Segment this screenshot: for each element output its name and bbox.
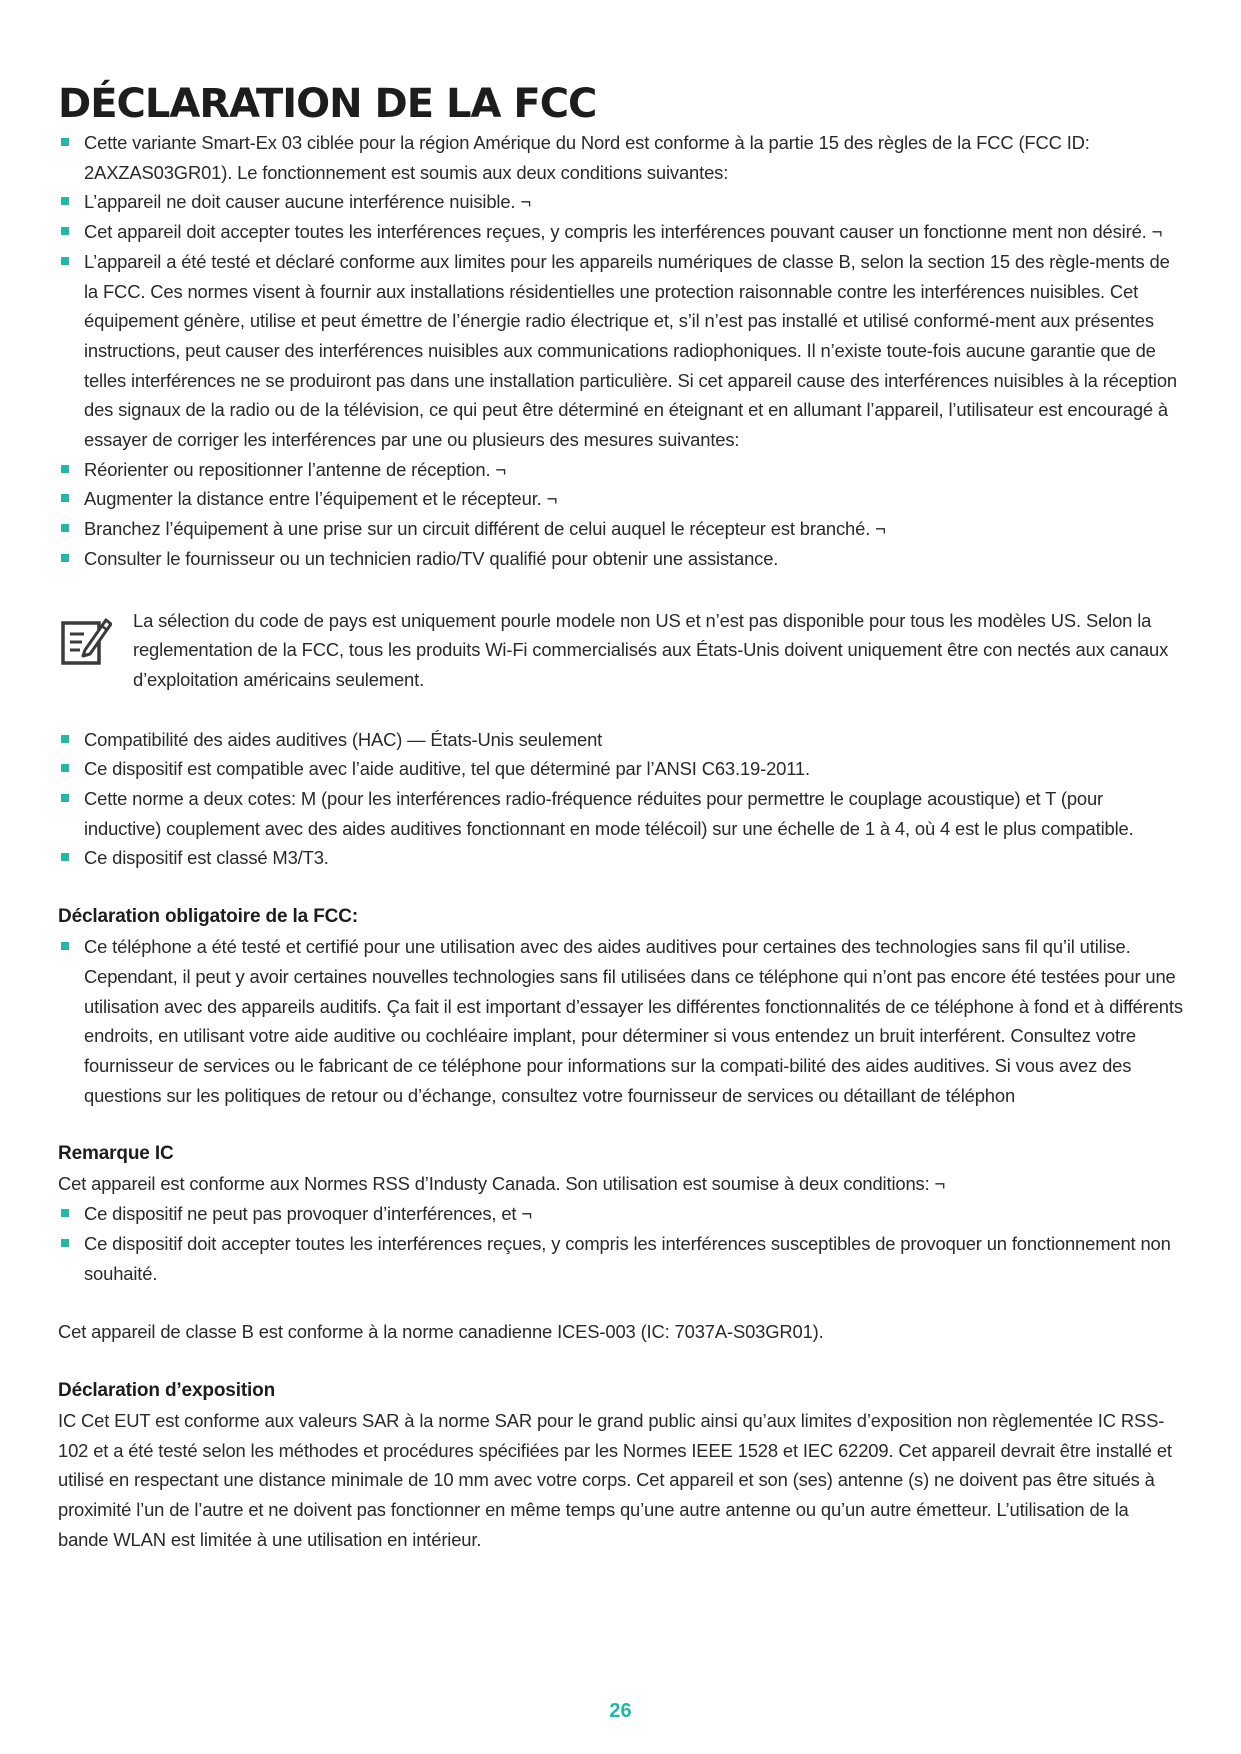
note-edit-icon: [60, 614, 112, 666]
ic-heading: Remarque IC: [58, 1143, 174, 1165]
note-box: [58, 606, 1183, 695]
mandatory-heading: Déclaration obligatoire de la FCC:: [58, 906, 359, 928]
ic-class-b: Cet appareil de classe B est conforme à la norme canadienne ICES-003 (IC: 7037A-S03GR01).: [58, 1321, 824, 1343]
list-item: Branchez l’équipement à une prise sur un circuit différent de celui auquel le récepteur est branché. ¬: [58, 514, 1183, 544]
exposure-heading: Déclaration d’exposition: [58, 1379, 276, 1401]
content: [58, 128, 1183, 1554]
list-item: Ce dispositif est classé M3/T3.: [58, 843, 1183, 873]
ic-list: [58, 1199, 1183, 1288]
list-item: Augmenter la distance entre l’équipement et le récepteur. ¬: [58, 484, 1183, 514]
list-item: Compatibilité des aides auditives (HAC) — États-Unis seulement: [58, 725, 1183, 755]
page-title: DÉCLARATION DE LA FCC: [58, 81, 597, 127]
list-item: Ce dispositif ne peut pas provoquer d’interférences, et ¬: [58, 1199, 1183, 1229]
list-item: L’appareil ne doit causer aucune interférence nuisible. ¬: [58, 187, 1183, 217]
list-item: Réorienter ou repositionner l’antenne de réception. ¬: [58, 455, 1183, 485]
exposure-section: [58, 1376, 1183, 1555]
ic-section: [58, 1139, 1183, 1347]
list-item: Ce téléphone a été testé et certifié pour une utilisation avec des aides auditives pour certaines des technologies sans fil qu’il utilise. Cependant, il peut y avoir certaines nouvelles technologies sans fil utilisées dans ce téléphone qui n’ont pas encore été testées pour une utilisation avec des appareils auditifs. Ça fait il est important d’essayer les différentes fonctionnalités de ce téléphone à fond et à différents endroits, en utilisant votre aide auditive ou cochléaire implant, pour déterminer si vous entendez un bruit interférent. Consultez votre fournisseur de services ou le fabricant de ce téléphone pour informations sur la compati-bilité des aides auditives. Si vous avez des questions sur les politiques de retour ou d’échange, consultez votre fournisseur de services ou détaillant de téléphon: [58, 932, 1183, 1110]
note-text: La sélection du code de pays est uniquement pourle modele non US et n’est pas disponible pour tous les modèles US. Selon la reglementation de la FCC, tous les produits Wi-Fi commercialisés aux États-Unis doivent uniquement être con nectés aux canaux d’exploitation américains seulement.: [133, 609, 1169, 690]
list-item: L’appareil a été testé et déclaré conforme aux limites pour les appareils numériques de classe B, selon la section 15 des règle-ments de la FCC. Ces normes visent à fournir aux installations résidentielles une protection raisonnable contre les interférences nuisibles. Cet équipement génère, utilise et peut émettre de l’énergie radio électrique et, s’il n’est pas installé et utilisé conformé-ment aux présentes instructions, peut causer des interférences nuisibles aux communications radiophoniques. Il n’existe toute-fois aucune garantie que de telles interférences ne se produiront pas dans une installation particulière. Si cet appareil cause des interférences nuisibles à la réception des signaux de la radio ou de la télévision, ce qui peut être déterminé en éteignant et en allumant l’appareil, l’utilisateur est encouragé à essayer de corriger les interférences par une ou plusieurs des mesures suivantes:: [58, 247, 1183, 455]
mandatory-section: [58, 902, 1183, 1110]
ic-intro: Cet appareil est conforme aux Normes RSS d’Industy Canada. Son utilisation est soumise à deux conditions: ¬: [58, 1173, 946, 1195]
list-item: Consulter le fournisseur ou un technicien radio/TV qualifié pour obtenir une assistance.: [58, 544, 1183, 574]
list-item: Cet appareil doit accepter toutes les interférences reçues, y compris les interférences pouvant causer un fonctionne ment non désiré. ¬: [58, 217, 1183, 247]
list-item: Cette variante Smart-Ex 03 ciblée pour la région Amérique du Nord est conforme à la partie 15 des règles de la FCC (FCC ID: 2AXZAS03GR01). Le fonctionnement est soumis aux deux conditions suivantes:: [58, 128, 1183, 187]
list-item: Ce dispositif est compatible avec l’aide auditive, tel que déterminé par l’ANSI C63.19-2011.: [58, 754, 1183, 784]
mandatory-list: [58, 932, 1183, 1110]
list-item: Cette norme a deux cotes: M (pour les interférences radio-fréquence réduites pour permettre le couplage acoustique) et T (pour inductive) couplement avec des aides auditives fonctionnant en mode télécoil) sur une échelle de 1 à 4, où 4 est le plus compatible.: [58, 784, 1183, 843]
hac-list: [58, 725, 1183, 874]
fcc-list: [58, 128, 1183, 574]
page-number: 26: [609, 1700, 632, 1722]
list-item: Ce dispositif doit accepter toutes les interférences reçues, y compris les interférences susceptibles de provoquer un fonctionnement non souhaité.: [58, 1229, 1183, 1288]
exposure-text: IC Cet EUT est conforme aux valeurs SAR à la norme SAR pour le grand public ainsi qu’aux limites d’exposition non règlementée IC RSS-102 et a été testé selon les méthodes et procédures spécifiées par les Normes IEEE 1528 et IEC 62209. Cet appareil devrait être installé et utilisé en respectant une distance minimale de 10 mm avec votre corps. Cet appareil et son (ses) antenne (s) ne doivent pas être situés à proximité l’un de l’autre et ne doivent pas fonctionner en même temps qu’une autre antenne ou qu’un autre émetteur. L’utilisation de la bande WLAN est limitée à une utilisation en intérieur.: [58, 1409, 1172, 1550]
